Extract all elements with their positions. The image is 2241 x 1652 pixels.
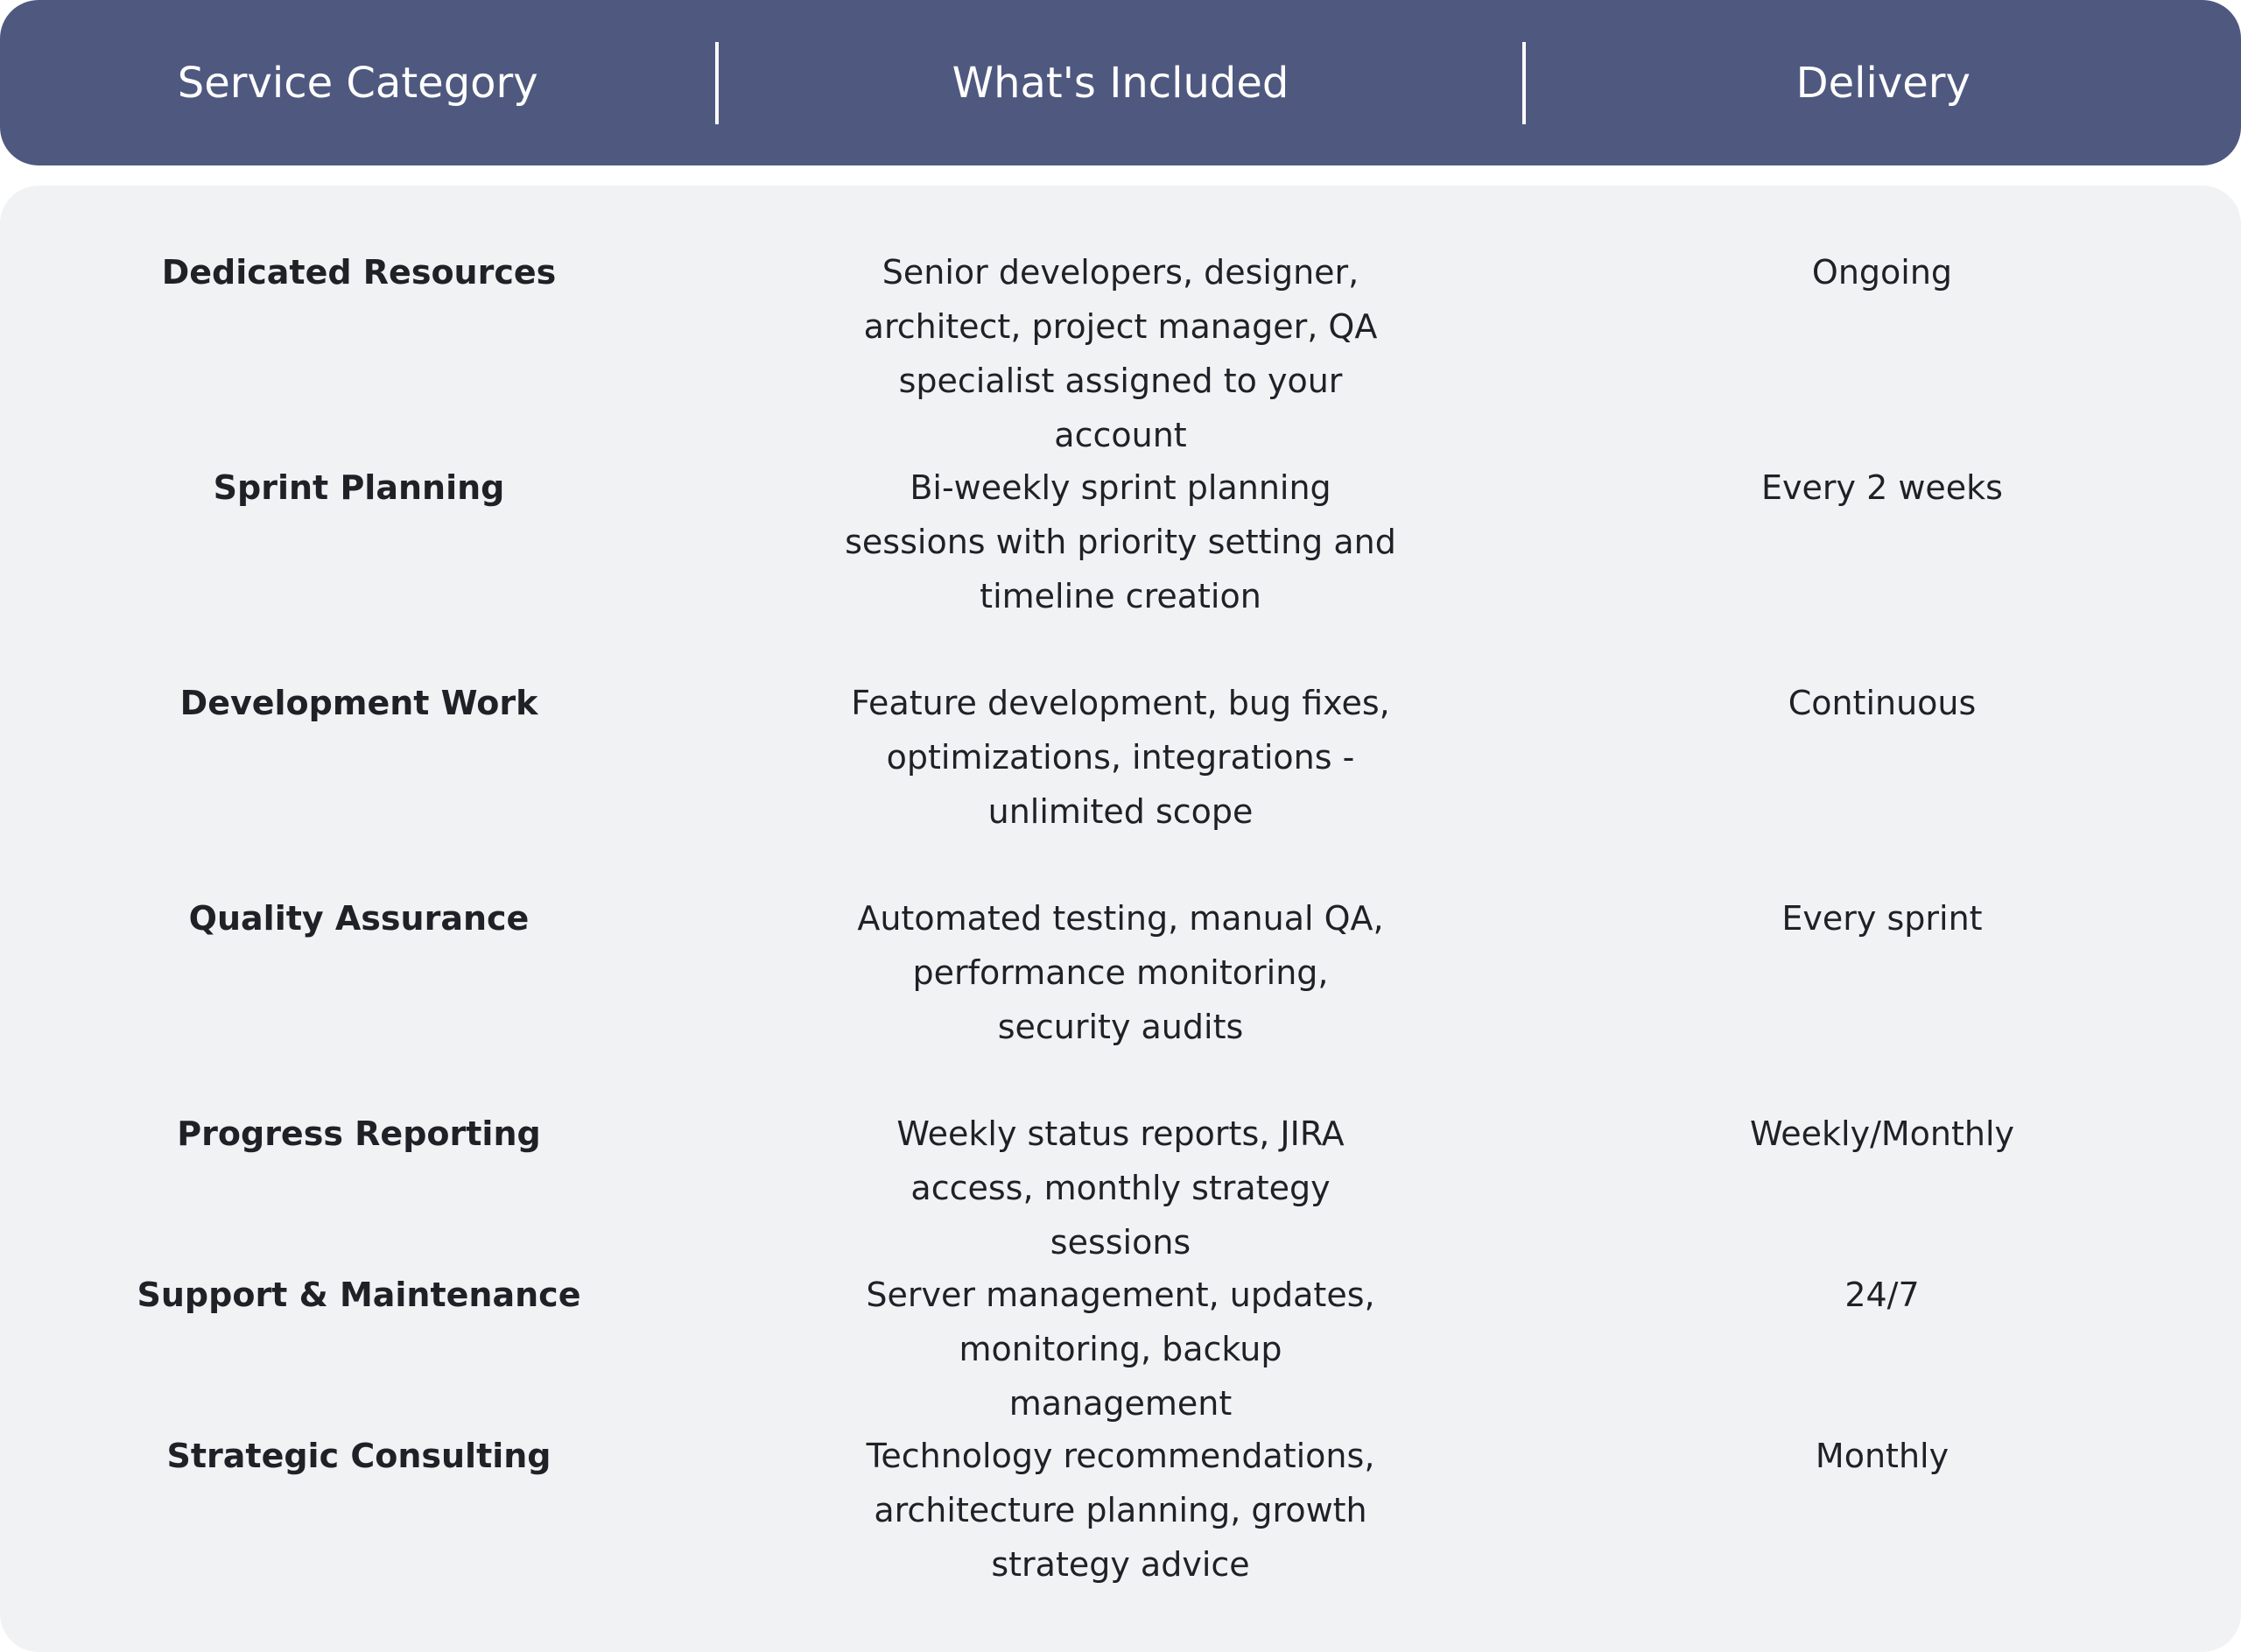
header-service-category: Service Category	[177, 58, 538, 108]
delivery-cell: Every 2 weeks	[1761, 468, 2003, 507]
table-row	[0, 1268, 2241, 1429]
whats-included-cell: Senior developers, designer, architect, project manager, QA specialist assigned to your account	[863, 253, 1378, 454]
service-category-cell: Progress Reporting	[177, 1114, 541, 1153]
header-delivery: Delivery	[1795, 58, 1971, 108]
table-header	[0, 0, 2241, 165]
whats-included-cell: Technology recommendations, architecture planning, growth strategy advice	[866, 1437, 1375, 1584]
whats-included-cell: Automated testing, manual QA, performance monitoring, security audits	[857, 899, 1384, 1046]
whats-included-cell: Server management, updates, monitoring, backup management	[866, 1276, 1375, 1423]
service-category-cell: Sprint Planning	[213, 468, 505, 507]
delivery-cell: Ongoing	[1811, 253, 1953, 292]
table-body	[0, 186, 2241, 1652]
service-category-cell: Dedicated Resources	[161, 253, 557, 292]
delivery-cell: Continuous	[1788, 684, 1977, 722]
delivery-cell: Weekly/Monthly	[1749, 1114, 2015, 1153]
delivery-cell: 24/7	[1844, 1276, 1920, 1314]
service-category-cell: Strategic Consulting	[166, 1437, 551, 1475]
whats-included-cell: Weekly status reports, JIRA access, monthly strategy sessions	[896, 1114, 1345, 1262]
delivery-cell: Monthly	[1815, 1437, 1949, 1475]
table-row	[0, 891, 2241, 1107]
table-row	[0, 676, 2241, 891]
table-row	[0, 1429, 2241, 1592]
table-row	[0, 1107, 2241, 1268]
service-category-cell: Development Work	[179, 684, 538, 722]
whats-included-cell: Feature development, bug fixes, optimizations, integrations - unlimited scope	[851, 684, 1390, 831]
delivery-cell: Every sprint	[1781, 899, 1983, 938]
header-whats-included: What's Included	[952, 58, 1289, 108]
service-category-cell: Support & Maintenance	[137, 1276, 581, 1314]
table-row	[0, 245, 2241, 460]
service-category-cell: Quality Assurance	[188, 899, 530, 938]
table-row	[0, 460, 2241, 676]
whats-included-cell: Bi-weekly sprint planning sessions with priority setting and timeline creation	[845, 468, 1396, 615]
